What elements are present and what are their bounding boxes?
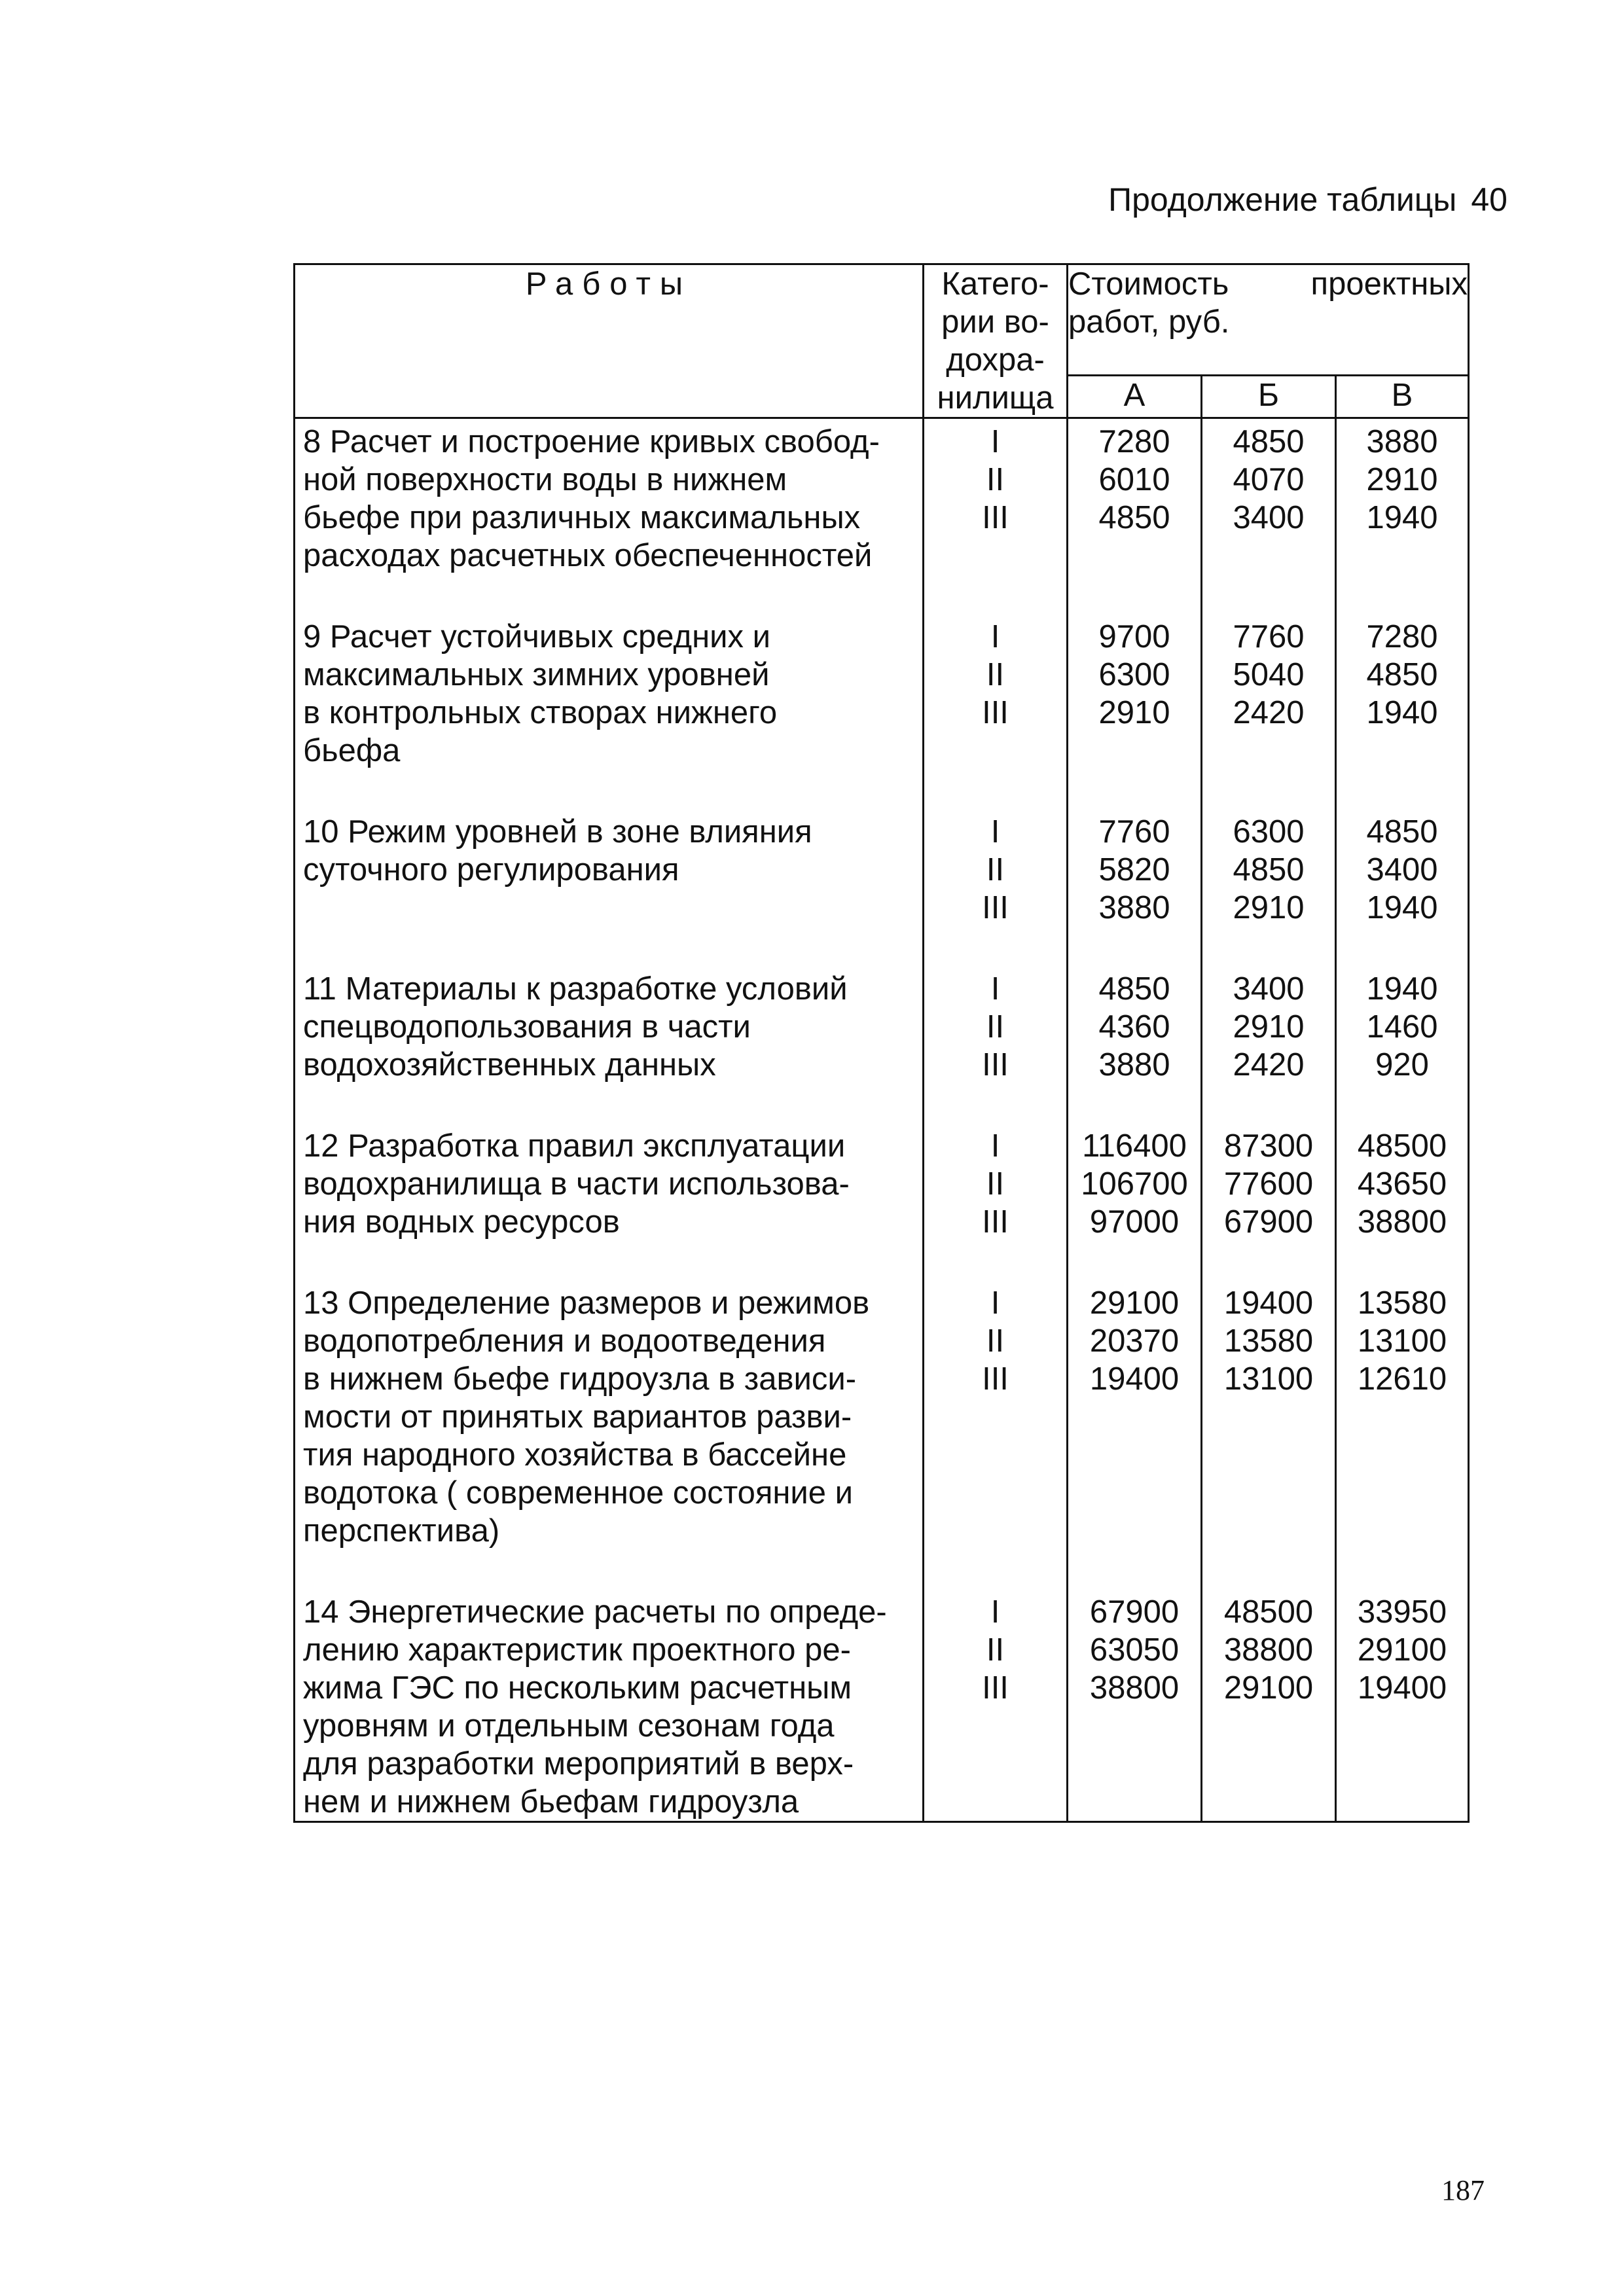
cost-b-line: 5040 xyxy=(1233,657,1305,692)
table-row xyxy=(295,809,1469,966)
work-description-line: расходах расчетных обеспеченностей xyxy=(303,538,873,573)
work-description-line: водотока ( современное состояние и xyxy=(303,1475,854,1511)
cost-a xyxy=(1068,418,1202,615)
cost-b xyxy=(1202,966,1336,1123)
reservoir-category-line: III xyxy=(982,695,1009,730)
header-category-line: нилища xyxy=(937,380,1054,416)
work-description-line: водохозяйственных данных xyxy=(303,1047,716,1083)
cost-c-line: 1940 xyxy=(1366,971,1438,1007)
cost-c xyxy=(1336,418,1469,615)
cost-c xyxy=(1336,1589,1469,1822)
cost-b xyxy=(1202,614,1336,809)
table-row xyxy=(295,614,1469,809)
cost-c-line: 43650 xyxy=(1357,1166,1447,1202)
cost-c-line: 1940 xyxy=(1366,500,1438,535)
cost-b-line: 4070 xyxy=(1233,462,1305,497)
work-description xyxy=(295,809,924,966)
work-description-line: тия народного хозяйства в бассейне xyxy=(303,1437,847,1473)
reservoir-category xyxy=(924,418,1068,615)
header-col-a: А xyxy=(1068,376,1202,418)
work-description xyxy=(295,966,924,1123)
work-description-line: 11 Материалы к разработке условий xyxy=(303,971,848,1007)
work-description-line: бьефа xyxy=(303,733,401,768)
reservoir-category-line: III xyxy=(982,1047,1009,1083)
reservoir-category-line: II xyxy=(986,1166,1005,1202)
cost-a-line: 38800 xyxy=(1089,1670,1180,1706)
cost-b-line: 67900 xyxy=(1223,1204,1314,1240)
cost-a-line: 63050 xyxy=(1089,1632,1180,1668)
cost-a xyxy=(1068,809,1202,966)
reservoir-category-line: III xyxy=(982,500,1009,535)
reservoir-category-line: I xyxy=(990,1594,1000,1630)
cost-b xyxy=(1202,418,1336,615)
cost-b-line: 38800 xyxy=(1223,1632,1314,1668)
table-row xyxy=(295,418,1469,615)
cost-a-line: 20370 xyxy=(1089,1323,1180,1359)
cost-c-line: 1940 xyxy=(1366,695,1438,730)
header-col-b: Б xyxy=(1202,376,1336,418)
work-description-line: в контрольных створах нижнего xyxy=(303,695,778,730)
cost-c xyxy=(1336,966,1469,1123)
work-description-line: в нижнем бьефе гидроузла в зависи- xyxy=(303,1361,857,1397)
reservoir-category-line: II xyxy=(986,462,1005,497)
cost-a-line: 67900 xyxy=(1089,1594,1180,1630)
cost-a-line: 106700 xyxy=(1081,1166,1188,1202)
cost-a-line: 29100 xyxy=(1089,1285,1180,1321)
reservoir-category xyxy=(924,1280,1068,1589)
reservoir-category-line: I xyxy=(990,1128,1000,1164)
cost-a-line: 2910 xyxy=(1098,695,1170,730)
table-row xyxy=(295,1123,1469,1280)
cost-b-line: 87300 xyxy=(1223,1128,1314,1164)
reservoir-category-line: II xyxy=(986,657,1005,692)
work-description-line: максимальных зимних уровней xyxy=(303,657,770,692)
cost-a-line: 9700 xyxy=(1098,619,1170,655)
work-description xyxy=(295,1123,924,1280)
cost-b-line: 2420 xyxy=(1233,1047,1305,1083)
table-caption xyxy=(1108,180,1507,219)
cost-c-line: 38800 xyxy=(1357,1204,1447,1240)
reservoir-category xyxy=(924,1589,1068,1822)
header-category-line: дохра- xyxy=(946,342,1045,378)
work-description xyxy=(295,614,924,809)
work-description-line: водопотребления и водоотведения xyxy=(303,1323,826,1359)
cost-a xyxy=(1068,1589,1202,1822)
cost-b-line: 3400 xyxy=(1233,500,1305,535)
cost-c-line: 920 xyxy=(1375,1047,1429,1083)
cost-b xyxy=(1202,1123,1336,1280)
reservoir-category-line: III xyxy=(982,1204,1009,1240)
cost-b-line: 4850 xyxy=(1233,852,1305,888)
cost-a-line: 4360 xyxy=(1098,1009,1170,1045)
cost-a-line: 3880 xyxy=(1098,890,1170,925)
reservoir-category-line: III xyxy=(982,890,1009,925)
cost-a-line: 19400 xyxy=(1089,1361,1180,1397)
work-description-line: 14 Энергетические расчеты по опреде- xyxy=(303,1594,887,1630)
work-description-line: для разработки мероприятий в верх- xyxy=(303,1746,854,1782)
cost-c-line: 3400 xyxy=(1366,852,1438,888)
cost-b-line: 19400 xyxy=(1223,1285,1314,1321)
reservoir-category xyxy=(924,966,1068,1123)
cost-c-line: 48500 xyxy=(1357,1128,1447,1164)
cost-b-line: 7760 xyxy=(1233,619,1305,655)
cost-a-line: 4850 xyxy=(1098,971,1170,1007)
cost-a-line: 7760 xyxy=(1098,814,1170,850)
work-description-line: уровням и отдельным сезонам года xyxy=(303,1708,835,1744)
cost-a-line: 6300 xyxy=(1098,657,1170,692)
cost-b xyxy=(1202,809,1336,966)
cost-a-line: 116400 xyxy=(1082,1128,1187,1164)
cost-c-line: 2910 xyxy=(1366,462,1438,497)
table-row xyxy=(295,1280,1469,1589)
cost-b-line: 6300 xyxy=(1233,814,1305,850)
cost-b-line: 3400 xyxy=(1233,971,1305,1007)
table-row xyxy=(295,966,1469,1123)
cost-c-line: 4850 xyxy=(1366,657,1438,692)
cost-b-line: 13100 xyxy=(1223,1361,1314,1397)
reservoir-category-line: III xyxy=(982,1361,1009,1397)
header-works: Работы xyxy=(295,264,924,418)
reservoir-category-line: III xyxy=(982,1670,1009,1706)
cost-table xyxy=(293,263,1470,1823)
reservoir-category-line: I xyxy=(990,814,1000,850)
cost-b-line: 29100 xyxy=(1223,1670,1314,1706)
header-cost xyxy=(1068,264,1469,376)
cost-b-line: 13580 xyxy=(1223,1323,1314,1359)
work-description-line: спецводопользования в части xyxy=(303,1009,751,1045)
reservoir-category xyxy=(924,1123,1068,1280)
reservoir-category-line: I xyxy=(990,424,1000,459)
header-cost-word1: Стоимость xyxy=(1068,266,1229,302)
work-description-line: ния водных ресурсов xyxy=(303,1204,620,1240)
cost-a xyxy=(1068,1123,1202,1280)
reservoir-category-line: II xyxy=(986,852,1005,888)
header-category xyxy=(924,264,1068,418)
caption-text: Продолжение таблицы xyxy=(1108,181,1457,218)
cost-a-line: 7280 xyxy=(1098,424,1170,459)
cost-c-line: 33950 xyxy=(1357,1594,1447,1630)
work-description-line: нем и нижнем бьефам гидроузла xyxy=(303,1784,799,1820)
caption-table-number: 40 xyxy=(1471,181,1507,218)
work-description-line: лению характеристик проектного ре- xyxy=(303,1632,851,1668)
header-category-line: рии во- xyxy=(941,304,1049,340)
reservoir-category xyxy=(924,809,1068,966)
cost-c-line: 3880 xyxy=(1366,424,1438,459)
cost-c xyxy=(1336,614,1469,809)
work-description-line: жима ГЭС по нескольким расчетным xyxy=(303,1670,852,1706)
reservoir-category xyxy=(924,614,1068,809)
cost-c xyxy=(1336,1123,1469,1280)
cost-b xyxy=(1202,1280,1336,1589)
work-description-line: ной поверхности воды в нижнем xyxy=(303,462,787,497)
table-body xyxy=(295,418,1469,1822)
cost-c xyxy=(1336,809,1469,966)
work-description-line: 12 Разработка правил эксплуатации xyxy=(303,1128,846,1164)
reservoir-category-line: II xyxy=(986,1632,1005,1668)
table-row xyxy=(295,1589,1469,1822)
work-description-line: водохранилища в части использова- xyxy=(303,1166,850,1202)
cost-c xyxy=(1336,1280,1469,1589)
cost-c-line: 4850 xyxy=(1366,814,1438,850)
cost-a-line: 97000 xyxy=(1089,1204,1180,1240)
cost-c-line: 1940 xyxy=(1366,890,1438,925)
header-col-c: В xyxy=(1336,376,1469,418)
cost-b-line: 2420 xyxy=(1233,695,1305,730)
reservoir-category-line: I xyxy=(990,619,1000,655)
header-category-line: Катего- xyxy=(941,266,1049,302)
cost-a xyxy=(1068,1280,1202,1589)
cost-b-line: 4850 xyxy=(1233,424,1305,459)
work-description-line: бьефе при различных максимальных xyxy=(303,500,861,535)
cost-c-line: 7280 xyxy=(1366,619,1438,655)
cost-c-line: 19400 xyxy=(1357,1670,1447,1706)
work-description xyxy=(295,1589,924,1822)
cost-b-line: 2910 xyxy=(1233,1009,1305,1045)
work-description-line: 9 Расчет устойчивых средних и xyxy=(303,619,770,655)
cost-a-line: 3880 xyxy=(1098,1047,1170,1083)
reservoir-category-line: I xyxy=(990,1285,1000,1321)
cost-b-line: 2910 xyxy=(1233,890,1305,925)
work-description-line: 10 Режим уровней в зоне влияния xyxy=(303,814,812,850)
cost-b-line: 77600 xyxy=(1223,1166,1314,1202)
header-cost-word2: проектных xyxy=(1310,266,1468,302)
cost-c-line: 12610 xyxy=(1357,1361,1447,1397)
page-number: 187 xyxy=(1441,2174,1485,2206)
cost-a-line: 5820 xyxy=(1098,852,1170,888)
cost-b-line: 48500 xyxy=(1223,1594,1314,1630)
work-description-line: суточного регулирования xyxy=(303,852,679,888)
cost-b xyxy=(1202,1589,1336,1822)
cost-c-line: 13580 xyxy=(1357,1285,1447,1321)
cost-a-line: 4850 xyxy=(1098,500,1170,535)
work-description-line: 13 Определение размеров и режимов xyxy=(303,1285,870,1321)
work-description-line: 8 Расчет и построение кривых свобод- xyxy=(303,424,880,459)
reservoir-category-line: II xyxy=(986,1009,1005,1045)
work-description xyxy=(295,1280,924,1589)
cost-a xyxy=(1068,966,1202,1123)
work-description xyxy=(295,418,924,615)
reservoir-category-line: II xyxy=(986,1323,1005,1359)
cost-a xyxy=(1068,614,1202,809)
cost-a-line: 6010 xyxy=(1098,462,1170,497)
cost-c-line: 29100 xyxy=(1357,1632,1447,1668)
work-description-line: перспектива) xyxy=(303,1513,500,1549)
header-cost-line2: работ, руб. xyxy=(1068,304,1230,340)
cost-c-line: 1460 xyxy=(1366,1009,1438,1045)
reservoir-category-line: I xyxy=(990,971,1000,1007)
cost-c-line: 13100 xyxy=(1357,1323,1447,1359)
work-description-line: мости от принятых вариантов разви- xyxy=(303,1399,852,1435)
